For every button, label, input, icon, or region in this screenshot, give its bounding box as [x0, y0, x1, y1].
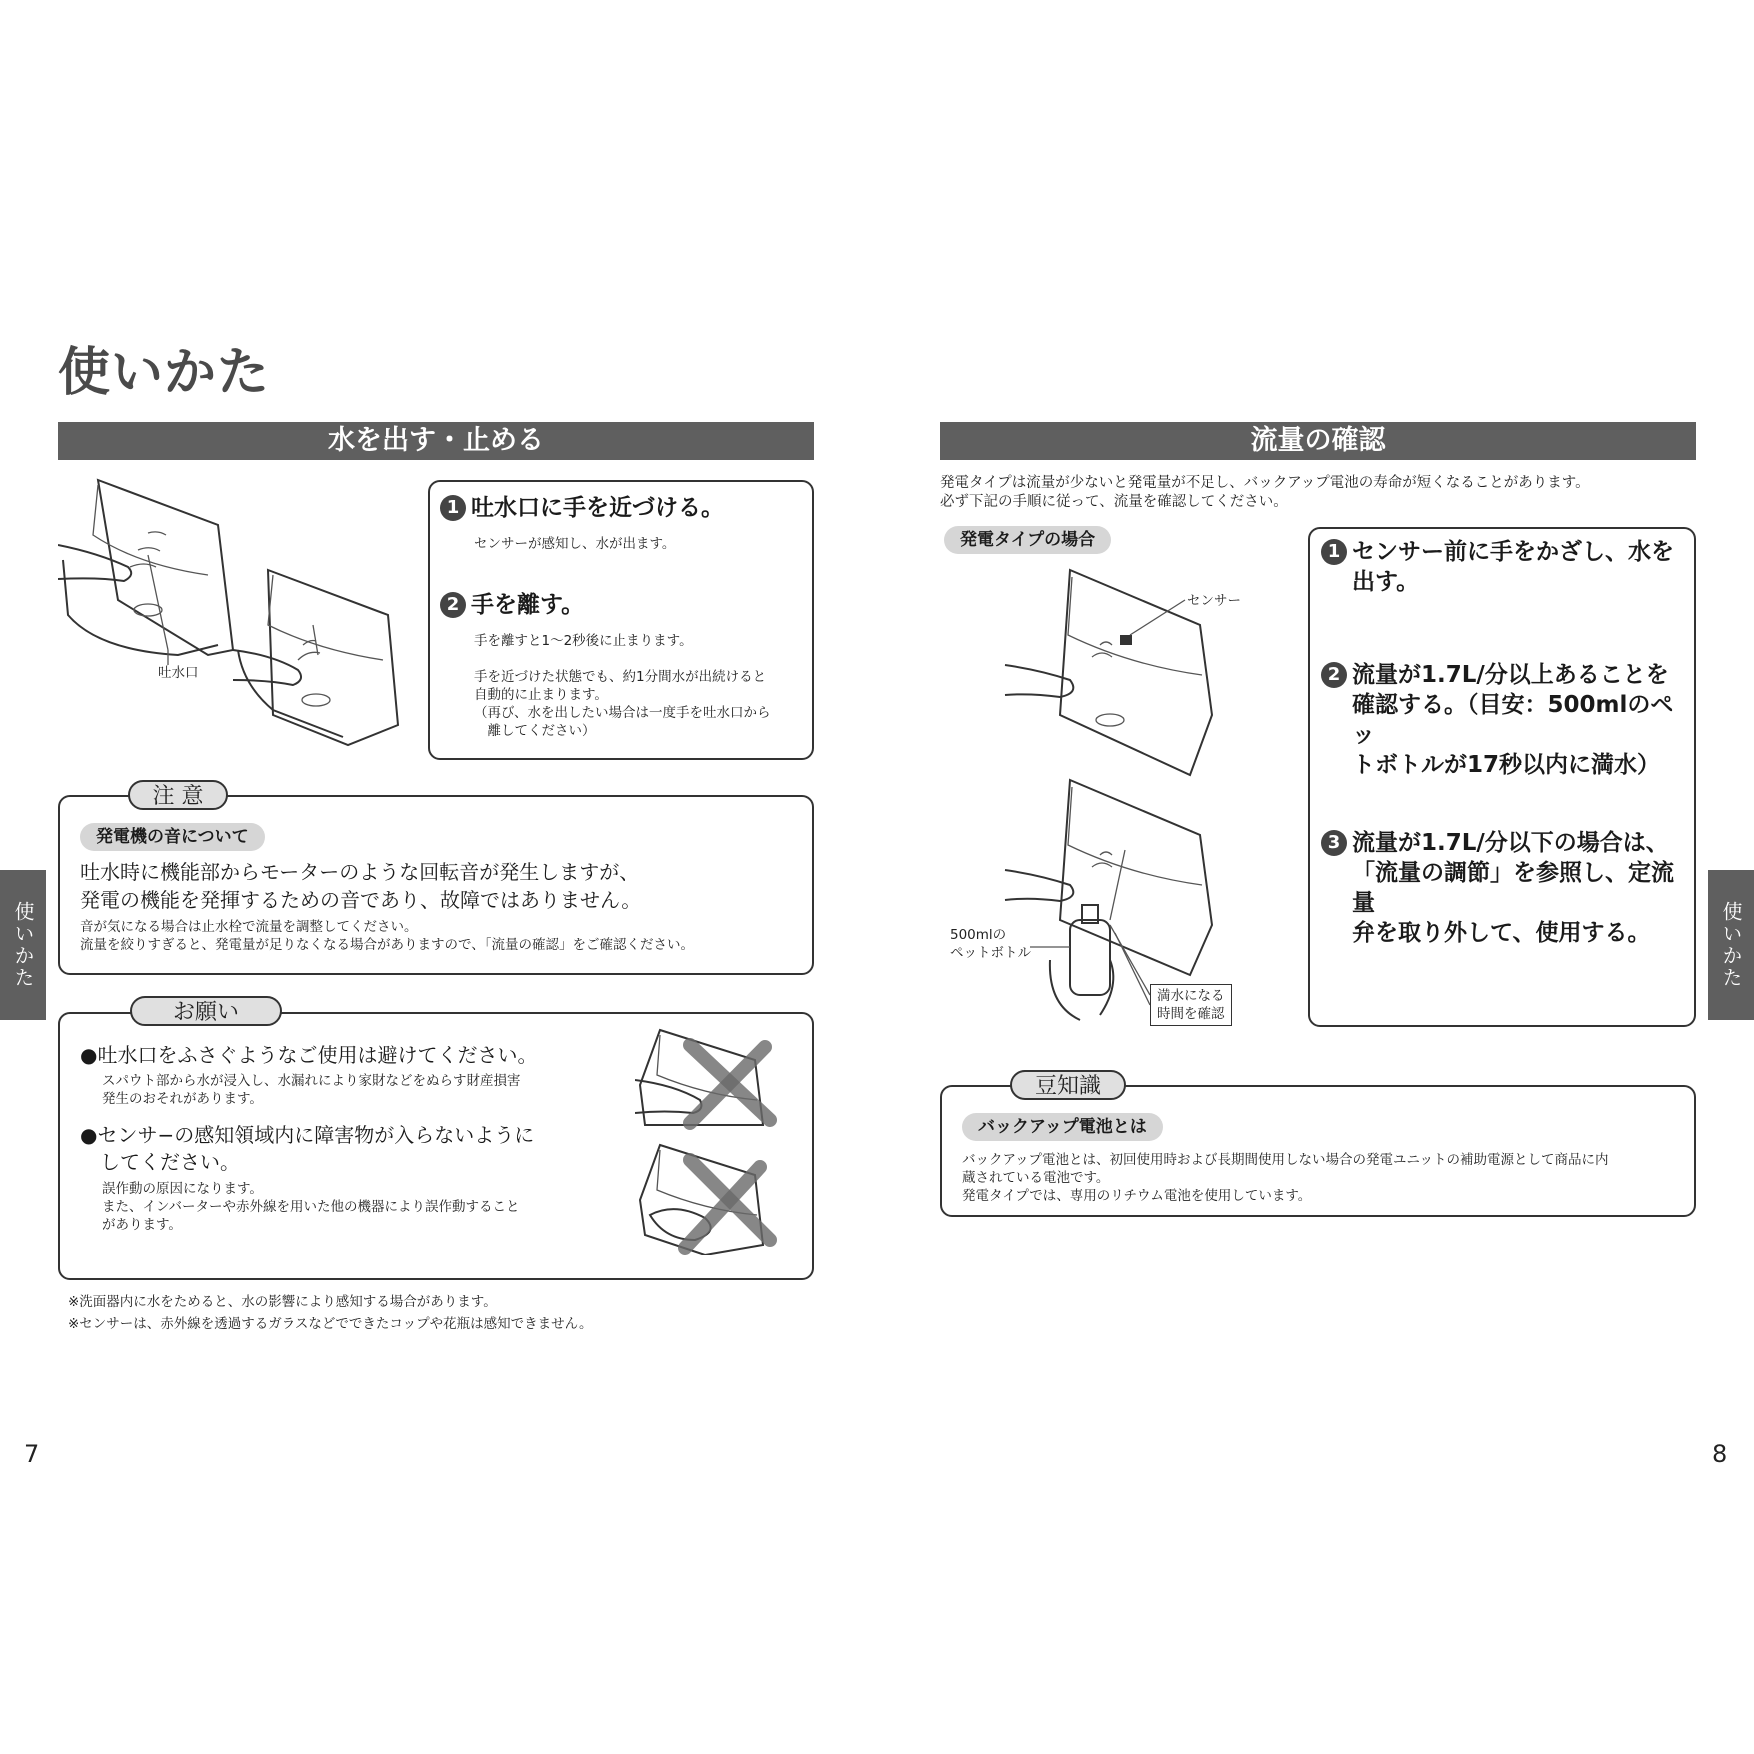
- footnote-1: ※洗面器内に水をためると、水の影響により感知する場合があります。: [68, 1294, 497, 1310]
- tip-label: 豆知識: [1010, 1070, 1126, 1100]
- caution-note-1: 音が気になる場合は止水栓で流量を調整してください。: [80, 919, 418, 935]
- right-step-3-line-3: 弁を取り外して、使用する。: [1352, 920, 1651, 946]
- right-step-2-line-3: トボトルが17秒以内に満水）: [1352, 752, 1661, 778]
- tip-line-3: 発電タイプでは、専用のリチウム電池を使用しています。: [962, 1188, 1312, 1204]
- prohibited-block-spout-illustration: [635, 1025, 785, 1130]
- section-title-left: 水を出す・止める: [58, 422, 814, 460]
- type-label: 発電タイプの場合: [944, 526, 1111, 554]
- right-step-2-line-1: 流量が1.7L/分以上あることを: [1352, 662, 1669, 688]
- request-item-2-head-2: してください。: [80, 1150, 240, 1174]
- figure-label-bottle-1: 500mlの: [950, 927, 1007, 943]
- step-text-2f: 離してください）: [474, 723, 596, 739]
- figure-label-time: [1150, 984, 1232, 1026]
- request-item-1-head: ●吐水口をふさぐようなご使用は避けてください。: [80, 1043, 538, 1067]
- request-item-2-body-2: また、インバーターや赤外線を用いた他の機器により誤作動すること: [102, 1199, 520, 1215]
- tip-line-2: 蔵されている電池です。: [962, 1170, 1110, 1186]
- caution-note-2: 流量を絞りすぎると、発電量が足りなくなる場合がありますので、「流量の確認」をご確認ください。: [80, 937, 694, 953]
- section-title-right: 流量の確認: [940, 422, 1696, 460]
- step-title-1: 吐水口に手を近づける。: [471, 495, 724, 521]
- page-number-right: 8: [1712, 1440, 1728, 1468]
- right-step-1-line-2: 出す。: [1352, 569, 1420, 595]
- caution-main-2: 発電の機能を発揮するための音であり、故障ではありません。: [80, 888, 642, 912]
- request-item-2-body-3: があります。: [102, 1217, 182, 1233]
- caution-main-1: 吐水時に機能部からモーターのような回転音が発生しますが、: [80, 860, 640, 884]
- step-1-right: [1321, 537, 1691, 597]
- tip-line-1: バックアップ電池とは、初回使用時および長期間使用しない場合の発電ユニットの補助電源として商品に内: [962, 1152, 1609, 1168]
- step-2-left: [440, 590, 810, 740]
- step-text-1: センサーが感知し、水が出ます。: [474, 536, 676, 552]
- right-step-3-line-1: 流量が1.7L/分以下の場合は、: [1352, 830, 1669, 856]
- step-1-left: [440, 493, 810, 553]
- footnote-2: ※センサーは、赤外線を透過するガラスなどでできたコップや花瓶は感知できません。: [68, 1316, 593, 1332]
- page-number-left: 7: [24, 1440, 40, 1468]
- step-text-2b: [474, 650, 810, 668]
- side-tab-right: 使いかた: [1708, 870, 1754, 1020]
- intro-line-2: 必ず下記の手順に従って、流量を確認してください。: [940, 494, 1288, 510]
- figure-label-spout: 吐水口: [158, 665, 199, 681]
- faucet-illustration: [58, 475, 408, 750]
- request-item-1-body-1: スパウト部から水が浸入し、水漏れにより家財などをぬらす財産損害: [102, 1073, 521, 1089]
- figure-label-time-2: 時間を確認: [1157, 1006, 1225, 1022]
- step-title-2: 手を離す。: [471, 592, 585, 618]
- request-item-2-head-1: ●センサ−の感知領域内に障害物が入らないように: [80, 1123, 535, 1147]
- request-item-1-body-2: 発生のおそれがあります。: [102, 1091, 263, 1107]
- step-text-2e: （再び、水を出したい場合は一度手を吐水口から: [474, 705, 771, 721]
- step-number-2: 2: [440, 592, 466, 618]
- side-tab-left: 使いかた: [0, 870, 46, 1020]
- page-title: 使いかた: [58, 343, 271, 403]
- step-2-right: [1321, 660, 1691, 780]
- right-step-number-3: 3: [1321, 830, 1347, 856]
- intro-line-1: 発電タイプは流量が少ないと発電量が不足し、バックアップ電池の寿命が短くなることがあります。: [940, 475, 1590, 491]
- figure-label-time-1: 満水になる: [1157, 988, 1225, 1004]
- step-text-2c: 手を近づけた状態でも、約1分間水が出続けると: [474, 669, 767, 685]
- right-step-number-1: 1: [1321, 539, 1347, 565]
- right-step-2-line-2: 確認する。（目安：500mlのペッ: [1352, 692, 1674, 748]
- request-item-2-body-1: 誤作動の原因になります。: [102, 1181, 263, 1197]
- step-text-2a: 手を離すと1〜2秒後に止まります。: [474, 633, 693, 649]
- step-number-1: 1: [440, 495, 466, 521]
- caution-sub-label: 発電機の音について: [80, 823, 265, 851]
- step-text-2d: 自動的に止まります。: [474, 687, 608, 703]
- tip-sub-label: バックアップ電池とは: [962, 1113, 1163, 1141]
- step-3-right: [1321, 828, 1691, 948]
- request-label: お願い: [130, 996, 282, 1026]
- prohibited-obstacle-illustration: [635, 1140, 785, 1255]
- figure-label-sensor: センサー: [1187, 593, 1241, 609]
- right-step-3-line-2: 「流量の調節」を参照し、定流量: [1352, 860, 1674, 916]
- right-step-1-line-1: センサー前に手をかざし、水を: [1352, 539, 1674, 565]
- figure-label-bottle-2: ペットボトル: [950, 945, 1031, 961]
- right-step-number-2: 2: [1321, 662, 1347, 688]
- caution-label: 注 意: [128, 780, 228, 810]
